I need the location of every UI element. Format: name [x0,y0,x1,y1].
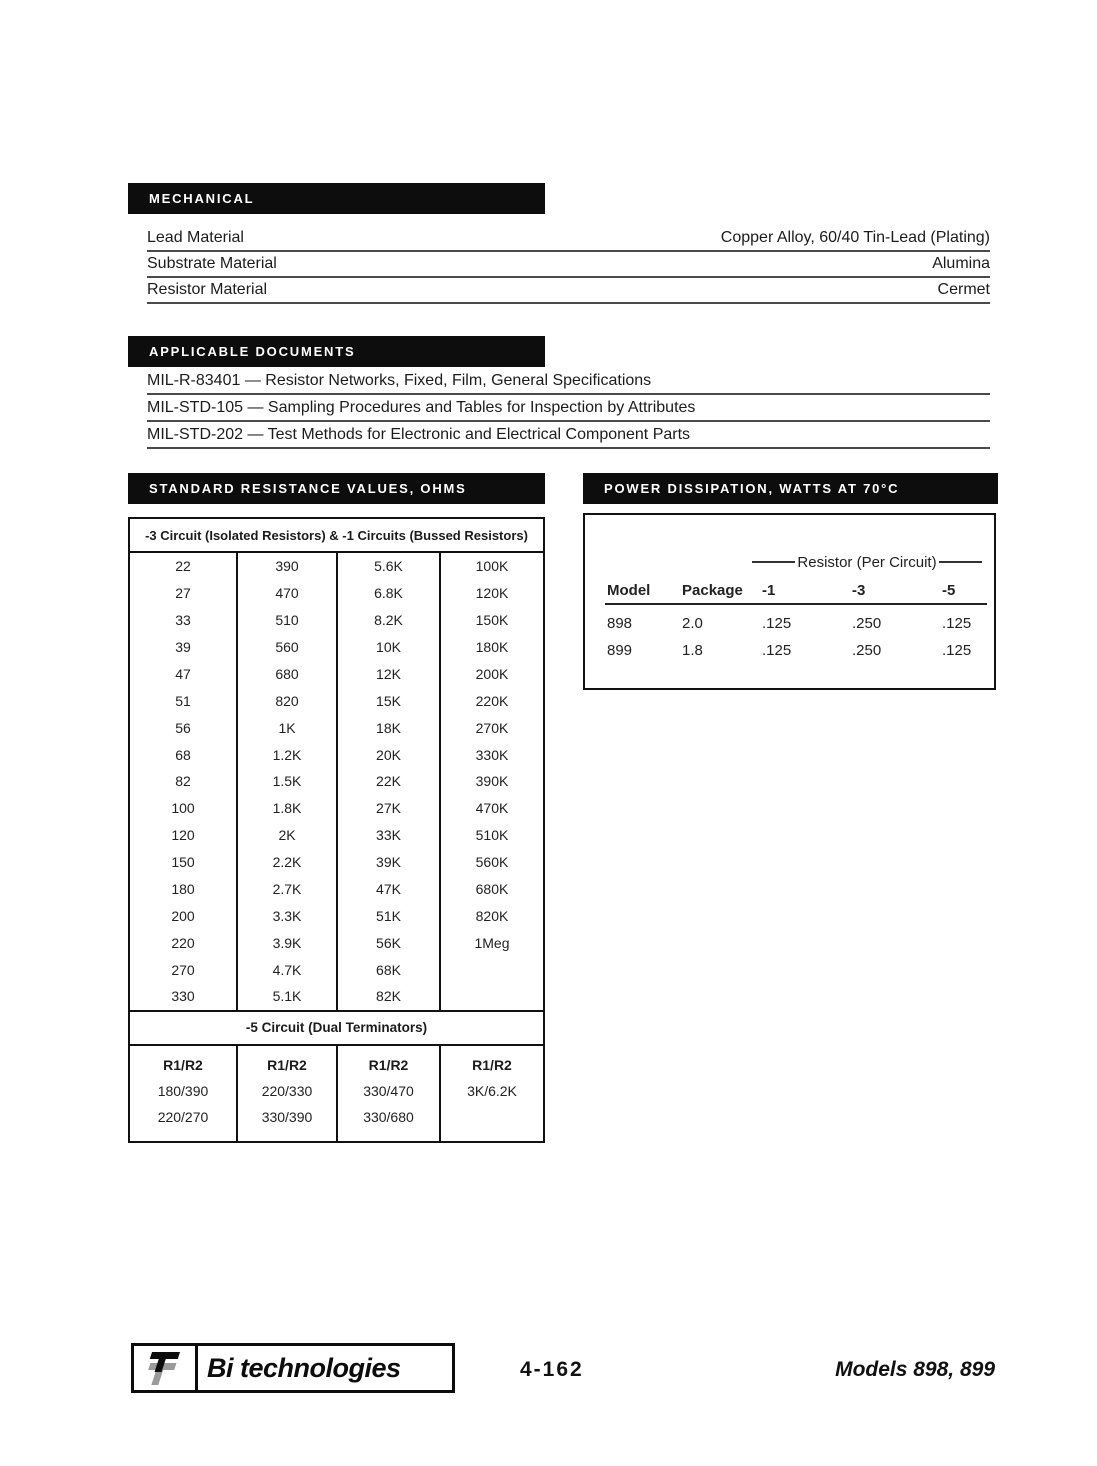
resistance-column [238,553,338,1010]
resistance-value: 510K [475,827,509,844]
power-column-header: -5 [942,582,956,599]
resistance-value: 68 [175,746,191,763]
resistance-value: 33K [376,827,401,844]
spec-row [147,226,990,252]
resistance-column [130,553,238,1010]
resistance-value: 560K [475,854,509,871]
power-table-cell: 1.8 [682,642,703,659]
resistance-value: 330 [171,988,195,1005]
power-table-header-row [607,577,994,604]
power-column-header: Model [607,582,651,599]
resistance-value: 2.2K [272,854,302,871]
resistance-value: 10K [376,639,401,656]
resistance-value: 8.2K [374,612,403,629]
resistance-value: 27K [376,800,401,817]
resistance-value [441,983,543,1010]
resistance-value: 4.7K [272,961,302,978]
section-title: APPLICABLE DOCUMENTS [149,344,356,359]
resistor-per-circuit-span-header [752,553,982,571]
power-table-cell: .250 [852,642,882,659]
power-table-cell: .125 [762,615,792,632]
left-rule [752,561,795,563]
resistance-value: 510 [275,612,299,629]
resistance-value: 680 [275,665,299,682]
right-rule [939,561,982,563]
dual-terminator-value: 330/470 [363,1082,414,1099]
resistance-value: 150K [475,612,509,629]
power-column-header: -3 [852,582,866,599]
resistance-value: 3.9K [272,934,302,951]
document-row [147,368,990,395]
power-table-cell: .250 [852,615,882,632]
dual-terminator-value [441,1104,543,1130]
resistance-value: 680K [475,880,509,897]
dual-terminator-column [338,1046,441,1141]
resistance-value: 1K [278,719,296,736]
spec-row [147,278,990,304]
resistance-value: 200 [171,907,195,924]
document-row [147,422,990,449]
dual-terminator-column [130,1046,238,1141]
dual-terminator-value: 3K/6.2K [467,1082,517,1099]
spec-label: Lead Material [147,229,244,246]
section-header-applicable-documents [128,336,545,367]
section-title: MECHANICAL [149,191,255,206]
dual-terminator-column [238,1046,338,1141]
resistance-value: 39 [175,639,191,656]
dual-terminators-body [130,1046,543,1141]
bi-technologies-logo [131,1343,455,1393]
spec-value: Alumina [932,255,990,272]
resistance-value: 82 [175,773,191,790]
resistance-value: 15K [376,692,401,709]
resistance-value: 560 [275,639,299,656]
resistance-value: 470K [475,800,509,817]
dual-terminator-value: 220/270 [157,1108,209,1125]
resistance-value: 820 [275,692,299,709]
resistance-value: 22K [376,773,401,790]
resistance-value: 220 [171,934,195,951]
dual-terminator-value: 220/330 [261,1082,313,1099]
spec-value: Cermet [937,281,990,298]
resistance-value: 68K [376,961,401,978]
spec-row [147,252,990,278]
section-header-mechanical [128,183,545,214]
dual-terminators-header: -5 Circuit (Dual Terminators) [130,1010,543,1046]
dual-terminator-value: 180/390 [157,1082,209,1099]
power-dissipation-table [583,513,996,690]
dual-terminator-value: 330/390 [261,1108,313,1125]
tt-monogram-icon [134,1346,198,1390]
section-header-standard-resistance [128,473,545,504]
spec-label: Resistor Material [147,281,268,298]
resistance-value: 1.2K [272,746,302,763]
document-text: MIL-R-83401 — Resistor Networks, Fixed, Film, General Specifications [147,372,652,389]
resistance-table-body [130,553,543,1010]
resistance-value: 51K [376,907,401,924]
power-column-header: -1 [762,582,776,599]
resistance-value: 56K [376,934,401,951]
page-number: 4-162 [520,1358,584,1381]
section-header-power-dissipation [583,473,998,504]
models-label: Models 898, 899 [835,1358,995,1381]
dual-terminator-value: 330/680 [363,1108,414,1125]
tt-monogram-svg [141,1349,189,1387]
dual-terminator-column [441,1046,543,1141]
resistance-value: 27 [175,585,191,602]
document-row [147,395,990,422]
resistance-value: 120 [171,827,195,844]
mechanical-spec-list [147,226,990,304]
resistance-value: 51 [175,692,191,709]
resistance-value: 200K [475,665,509,682]
resistance-value: 1.8K [272,800,302,817]
resistance-value: 47K [376,880,401,897]
resistance-value: 5.6K [374,558,403,575]
applicable-documents-list [147,368,990,449]
power-column-header: Package [682,582,743,599]
dual-column-header: R1/R2 [368,1057,409,1074]
resistance-value: 1Meg [474,934,510,951]
resistance-value: 39K [376,854,401,871]
document-text: MIL-STD-202 — Test Methods for Electronic and Electrical Component Parts [147,426,691,443]
resistance-value: 180K [475,639,509,656]
resistance-value: 1.5K [272,773,302,790]
resistance-column [441,553,543,1010]
resistance-value: 270K [475,719,509,736]
resistance-value: 470 [275,585,299,602]
dual-column-header: R1/R2 [472,1057,512,1074]
resistance-value: 18K [376,719,401,736]
power-table-cell: .125 [942,615,972,632]
resistance-value: 150 [171,854,195,871]
resistance-table-header: -3 Circuit (Isolated Resistors) & -1 Circuits (Bussed Resistors) [130,519,543,553]
power-table-rows [607,610,994,664]
resistance-value: 330K [475,746,509,763]
resistance-value: 2K [278,827,296,844]
resistance-value: 100 [171,800,195,817]
dual-column-header: R1/R2 [163,1057,203,1074]
spec-value: Copper Alloy, 60/40 Tin-Lead (Plating) [720,229,990,246]
resistance-value [441,956,543,983]
resistance-value: 3.3K [272,907,302,924]
power-table-cell: .125 [762,642,792,659]
resistance-value: 2.7K [272,880,302,897]
spec-label: Substrate Material [147,255,277,272]
resistance-column [338,553,441,1010]
span-header-label: Resistor (Per Circuit) [797,553,937,571]
resistance-value: 390 [275,558,299,575]
resistance-value: 6.8K [374,585,403,602]
resistance-value: 820K [475,907,509,924]
power-table-cell: .125 [942,642,972,659]
resistance-value: 47 [175,665,191,682]
resistance-value: 22 [175,558,191,575]
resistance-value: 100K [475,558,509,575]
resistance-value: 20K [376,746,401,763]
resistance-value: 270 [171,961,195,978]
section-title: POWER DISSIPATION, WATTS AT 70°C [604,481,900,496]
standard-resistance-table [128,517,545,1143]
dual-column-header: R1/R2 [267,1057,307,1074]
resistance-value: 82K [376,988,401,1005]
resistance-value: 12K [376,665,401,682]
resistance-value: 120K [475,585,509,602]
resistance-value: 33 [175,612,191,629]
resistance-value: 390K [475,773,509,790]
power-table-cell: 898 [607,615,633,632]
header-underline [605,603,987,605]
resistance-value: 220K [475,692,509,709]
power-table-cell: 2.0 [682,615,703,632]
logo-text: Bi technologies [207,1352,401,1383]
section-title: STANDARD RESISTANCE VALUES, OHMS [149,481,467,496]
resistance-value: 5.1K [272,988,302,1005]
power-table-cell: 899 [607,642,633,659]
resistance-value: 56 [175,719,191,736]
resistance-value: 180 [171,880,195,897]
document-text: MIL-STD-105 — Sampling Procedures and Tables for Inspection by Attributes [147,399,696,416]
